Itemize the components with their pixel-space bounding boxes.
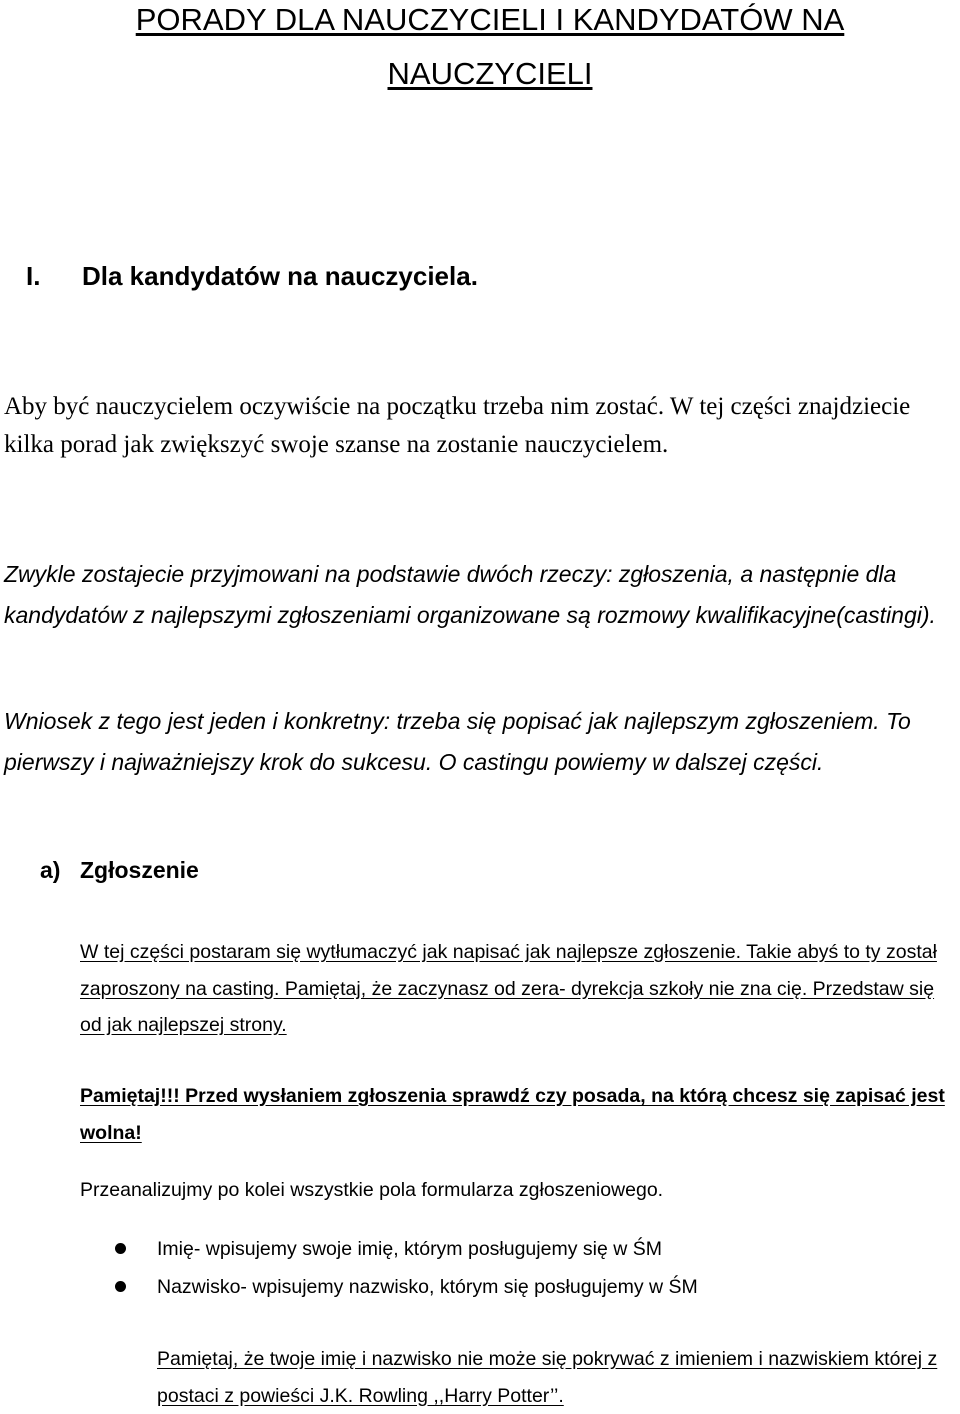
list-item (115, 1268, 935, 1306)
form-fields-intro: Przeanalizujmy po kolei wszystkie pola formularza zgłoszeniowego. (80, 1179, 664, 1201)
conclusion-paragraph: Wniosek z tego jest jeden i konkretny: trzeba się popisać jak najlepszym zgłoszeniem. To pierwszy i najważniejszy krok do sukcesu. O castingu powiemy w dalszej części. (4, 708, 911, 775)
warning-paragraph: Pamiętaj!!! Przed wysłaniem zgłoszenia sprawdź czy posada, na którą chcesz się zapisać jest wolna! (80, 1085, 945, 1144)
subsection-heading (40, 850, 199, 890)
list-item-text: Nazwisko- wpisujemy nazwisko, którym się posługujemy w ŚM (157, 1276, 698, 1298)
subsection-label: Zgłoszenie (80, 857, 199, 883)
list-item-text: Imię- wpisujemy swoje imię, którym posługujemy się w ŚM (157, 1238, 662, 1260)
section-number: I. (26, 261, 41, 291)
name-warning-paragraph: Pamiętaj, że twoje imię i nazwisko nie może się pokrywać z imieniem i nazwiskiem której z postaci z powieści J.K. Rowling ,,Harry Potter’’. (157, 1348, 938, 1407)
admission-paragraph: Zwykle zostajecie przyjmowani na podstawie dwóch rzeczy: zgłoszenia, a następnie dla kandydatów z najlepszymi zgłoszeniami organizowane są rozmowy kwalifikacyjne(castingi). (4, 561, 936, 628)
subsection-number: a) (40, 857, 61, 883)
form-fields-list (115, 1230, 935, 1306)
list-item (115, 1230, 935, 1268)
intro-paragraph: Aby być nauczycielem oczywiście na początku trzeba nim zostać. W tej części znajdziecie kilka porad jak zwiększyć swoje szanse na zostanie nauczycielem. (4, 393, 911, 458)
document-title-line-2: NAUCZYCIELI (387, 56, 593, 91)
bullet-icon (115, 1243, 126, 1254)
section-label: Dla kandydatów na nauczyciela. (82, 261, 478, 291)
bullet-icon (115, 1281, 126, 1292)
document-title-line-1: PORADY DLA NAUCZYCIELI I KANDYDATÓW NA (135, 2, 845, 37)
section-heading (26, 256, 478, 296)
application-intro-paragraph: W tej części postaram się wytłumaczyć jak napisać jak najlepsze zgłoszenie. Takie abyś to ty został zaproszony na casting. Pamiętaj, że zaczynasz od zera- dyrekcja szkoły nie zna cię. Przedstaw się od jak najlepszej strony. (80, 941, 937, 1036)
